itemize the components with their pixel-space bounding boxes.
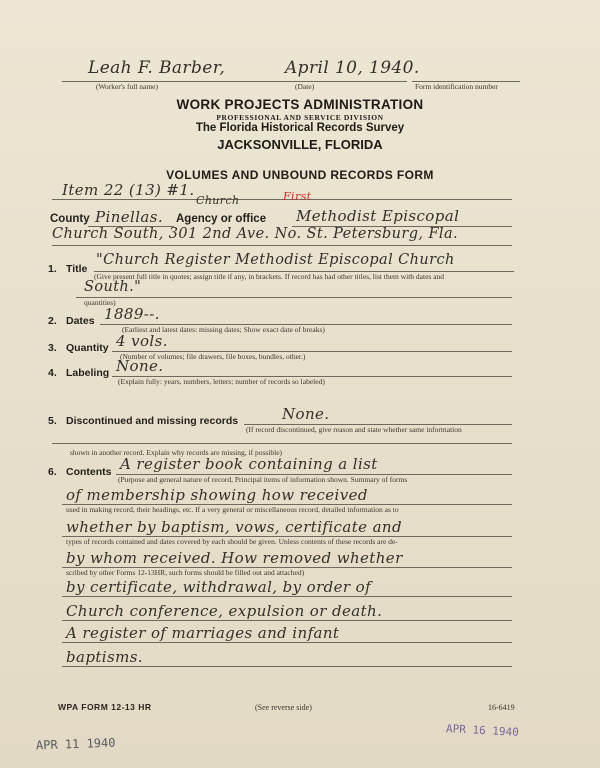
title-value-2: South." [84, 279, 142, 295]
date-line [262, 81, 407, 82]
footer-code: 16-6419 [488, 703, 515, 712]
footer-form-number: WPA FORM 12-13 HR [58, 702, 152, 712]
county-value: Pinellas. [95, 208, 164, 226]
city-title: JACKSONVILLE, FLORIDA [217, 137, 383, 152]
dates-value: 1889--. [104, 305, 160, 323]
contents-caption-2: used in making record, their headings, etc. If a very general or miscellaneous record, detailed information as to [66, 505, 399, 514]
quantity-number: 3. [48, 342, 57, 354]
title-number: 1. [48, 263, 57, 275]
contents-rule-5 [62, 596, 512, 597]
contents-rule-6 [62, 620, 512, 621]
agency-label: Agency or office [176, 213, 267, 225]
contents-label: Contents [66, 466, 112, 478]
division-title: PROFESSIONAL AND SERVICE DIVISION [216, 113, 384, 122]
discontinued-caption-2: shown in another record. Explain why records are missing, if possible) [70, 448, 283, 457]
agency-insert-church: Church [196, 194, 240, 207]
labeling-number: 4. [48, 367, 57, 379]
labeling-caption: (Explain fully: years, numbers, letters; number of records so labeled) [118, 377, 325, 386]
contents-number: 6. [48, 466, 57, 478]
contents-line-3: whether by baptism, vows, certificate and [66, 518, 402, 536]
item-line [52, 199, 512, 200]
received-stamp-right: APR 16 1940 [445, 722, 520, 739]
agency-address: Church South, 301 2nd Ave. No. St. Petersburg, Fla. [52, 226, 459, 242]
contents-rule-7 [62, 642, 512, 643]
discontinued-label: Discontinued and missing records [66, 415, 239, 427]
title-caption-2: quantities) [84, 298, 116, 307]
form-date: April 10, 1940. [285, 58, 420, 78]
quantity-value: 4 vols. [116, 332, 168, 350]
dates-caption: (Earliest and latest dates: missing dates; Show exact date of breaks) [122, 325, 325, 334]
contents-line-7: A register of marriages and infant [66, 624, 340, 642]
contents-line-6: Church conference, expulsion or death. [66, 602, 383, 620]
quantity-label: Quantity [66, 342, 109, 354]
agency-value: Methodist Episcopal [296, 207, 460, 225]
dates-number: 2. [48, 315, 57, 327]
discontinued-line-2 [52, 443, 512, 444]
date-caption: (Date) [295, 82, 315, 91]
survey-title: The Florida Historical Records Survey [195, 122, 405, 134]
form-title: VOLUMES AND UNBOUND RECORDS FORM [166, 168, 434, 182]
agency-insert-first: First [283, 190, 312, 203]
county-label: County [50, 213, 90, 225]
contents-caption-4: scribed by other Forms 12-13HR, such forms should be filled out and attached) [66, 568, 305, 577]
discontinued-value: None. [282, 405, 330, 423]
contents-caption-1: (Purpose and general nature of record, Principal items of information shown. Summary of forms [118, 475, 408, 484]
contents-line-5: by certificate, withdrawal, by order of [66, 578, 372, 596]
title-label: Title [66, 263, 88, 275]
footer-reverse: (See reverse side) [255, 703, 312, 712]
labeling-value: None. [116, 357, 164, 375]
contents-caption-3: types of records contained and dates covered by each should be given. Unless contents of these records are de- [66, 537, 398, 546]
title-caption: (Give present full title in quotes; assign title if any, in brackets. If record has had other titles, list them with dates and [94, 272, 445, 281]
discontinued-number: 5. [48, 415, 57, 427]
discontinued-caption: (If record discontinued, give reason and state whether same information [246, 425, 462, 434]
received-stamp-left: APR 11 1940 [35, 735, 116, 753]
quantity-caption: (Number of volumes; file drawers, file boxes, bundles, other.) [120, 352, 306, 361]
worker-name: Leah F. Barber, [88, 58, 226, 78]
contents-line-2: of membership showing how received [66, 486, 368, 504]
dates-label: Dates [66, 315, 95, 327]
address-line [52, 245, 512, 246]
contents-line-1: A register book containing a list [120, 455, 378, 473]
contents-line-8: baptisms. [66, 648, 143, 666]
contents-rule-8 [62, 666, 512, 667]
item-number: Item 22 (13) #1. [62, 181, 195, 199]
worker-name-caption: (Worker's full name) [96, 82, 158, 91]
form-id-caption: Form identification number [415, 82, 498, 91]
title-line-2 [76, 297, 512, 298]
contents-line-4: by whom received. How removed whether [66, 549, 403, 567]
org-title: WORK PROJECTS ADMINISTRATION [176, 97, 424, 112]
title-value: "Church Register Methodist Episcopal Church [96, 252, 455, 268]
labeling-label: Labeling [66, 367, 110, 379]
